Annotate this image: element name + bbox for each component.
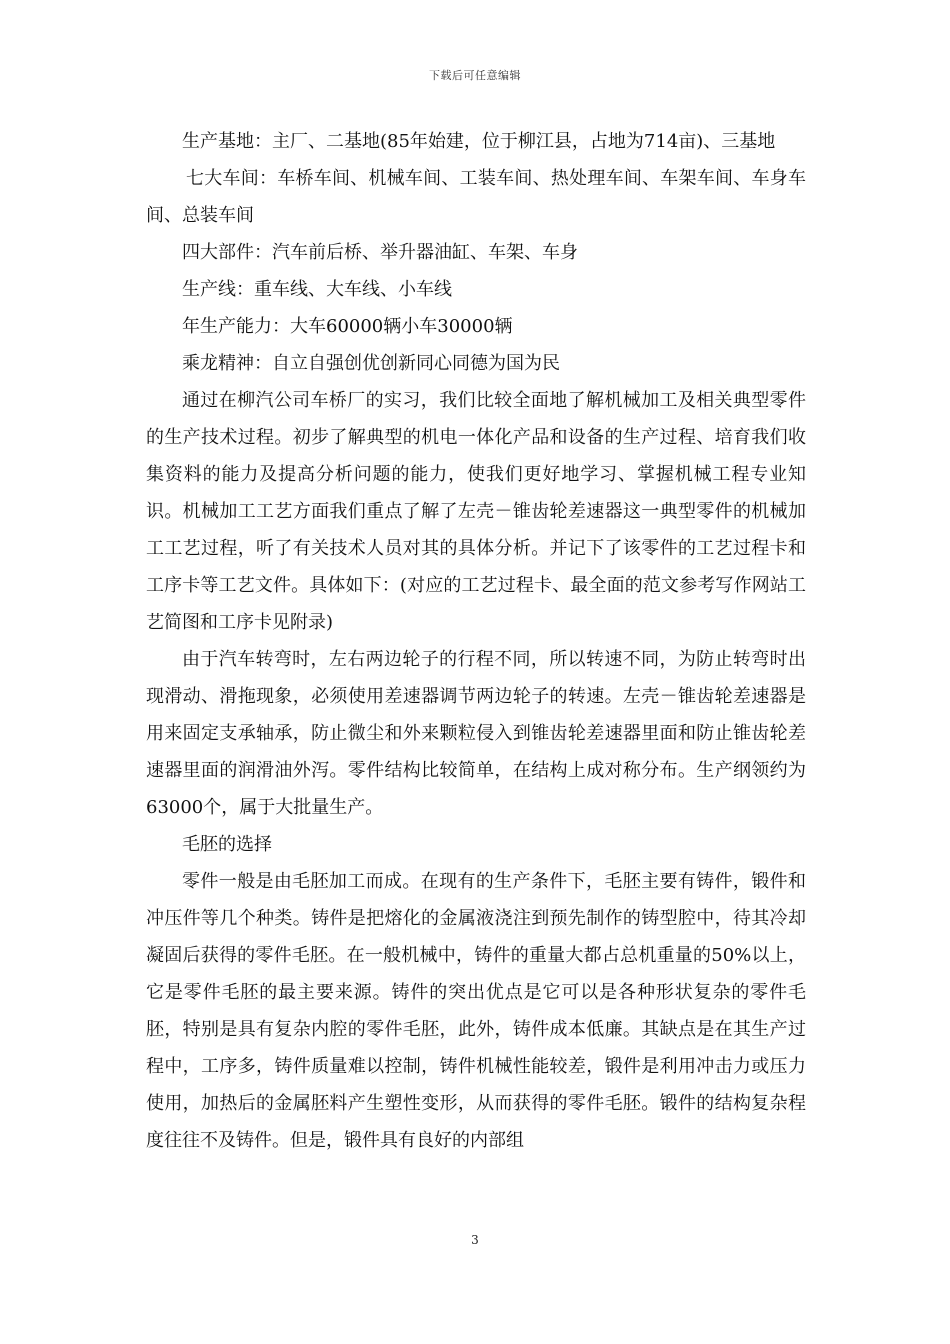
paragraph-production-bases: 生产基地：主厂、二基地(85年始建，位于柳江县，占地为714亩)、三基地 xyxy=(182,131,776,152)
paragraph-internship-summary: 通过在柳汽公司车桥厂的实习，我们比较全面地了解机械加工及相关典型零件的生产技术过程。初步了解典型的机电一体化产品和设备的生产过程、培育我们收集资料的能力及提高分析问题的能力，使我们更好地学习、掌握机械工程专业知识。机械加工工艺方面我们重点了解了左壳－锥齿轮差速器这一典型零件的机械加工工艺过程，听了有关技术人员对其的具体分析。并记下了该零件的工艺过程卡和工序卡等工艺文件。具体如下：(对应的工艺过程卡、最全面的范文参考写作网站工艺简图和工序卡见附录) xyxy=(146,390,806,633)
paragraph-production-lines: 生产线：重车线、大车线、小车线 xyxy=(182,279,452,300)
page-header: 下载后可任意编辑 xyxy=(429,69,521,82)
paragraph-blank-types: 零件一般是由毛胚加工而成。在现有的生产条件下，毛胚主要有铸件，锻件和冲压件等几个种类。铸件是把熔化的金属液浇注到预先制作的铸型腔中，待其冷却凝固后获得的零件毛胚。在一般机械中，铸件的重量大都占总机重量的50%以上，它是零件毛胚的最主要来源。铸件的突出优点是它可以是各种形状复杂的零件毛胚，特别是具有复杂内腔的零件毛胚，此外，铸件成本低廉。其缺点是在其生产过程中，工序多，铸件质量难以控制，铸件机械性能较差，锻件是利用冲击力或压力使用，加热后的金属胚料产生塑性变形，从而获得的零件毛胚。锻件的结构复杂程度往往不及铸件。但是，锻件具有良好的内部组 xyxy=(146,871,806,1151)
paragraph-company-spirit: 乘龙精神：自立自强创优创新同心同德为国为民 xyxy=(182,353,560,374)
document-body xyxy=(146,123,806,1159)
paragraph-annual-capacity: 年生产能力：大车60000辆小车30000辆 xyxy=(182,316,513,337)
paragraph-workshops: 七大车间：车桥车间、机械车间、工装车间、热处理车间、车架车间、车身车间、总装车间 xyxy=(146,168,806,226)
page-number: 3 xyxy=(471,1233,479,1247)
paragraph-major-parts: 四大部件：汽车前后桥、举升器油缸、车架、车身 xyxy=(182,242,578,263)
paragraph-differential-description: 由于汽车转弯时，左右两边轮子的行程不同，所以转速不同，为防止转弯时出现滑动、滑拖现象，必须使用差速器调节两边轮子的转速。左壳－锥齿轮差速器是用来固定支承轴承，防止微尘和外来颗粒侵入到锥齿轮差速器里面和防止锥齿轮差速器里面的润滑油外泻。零件结构比较简单，在结构上成对称分布。生产纲领约为63000个，属于大批量生产。 xyxy=(146,649,806,818)
section-heading-blank-selection: 毛胚的选择 xyxy=(182,834,272,855)
